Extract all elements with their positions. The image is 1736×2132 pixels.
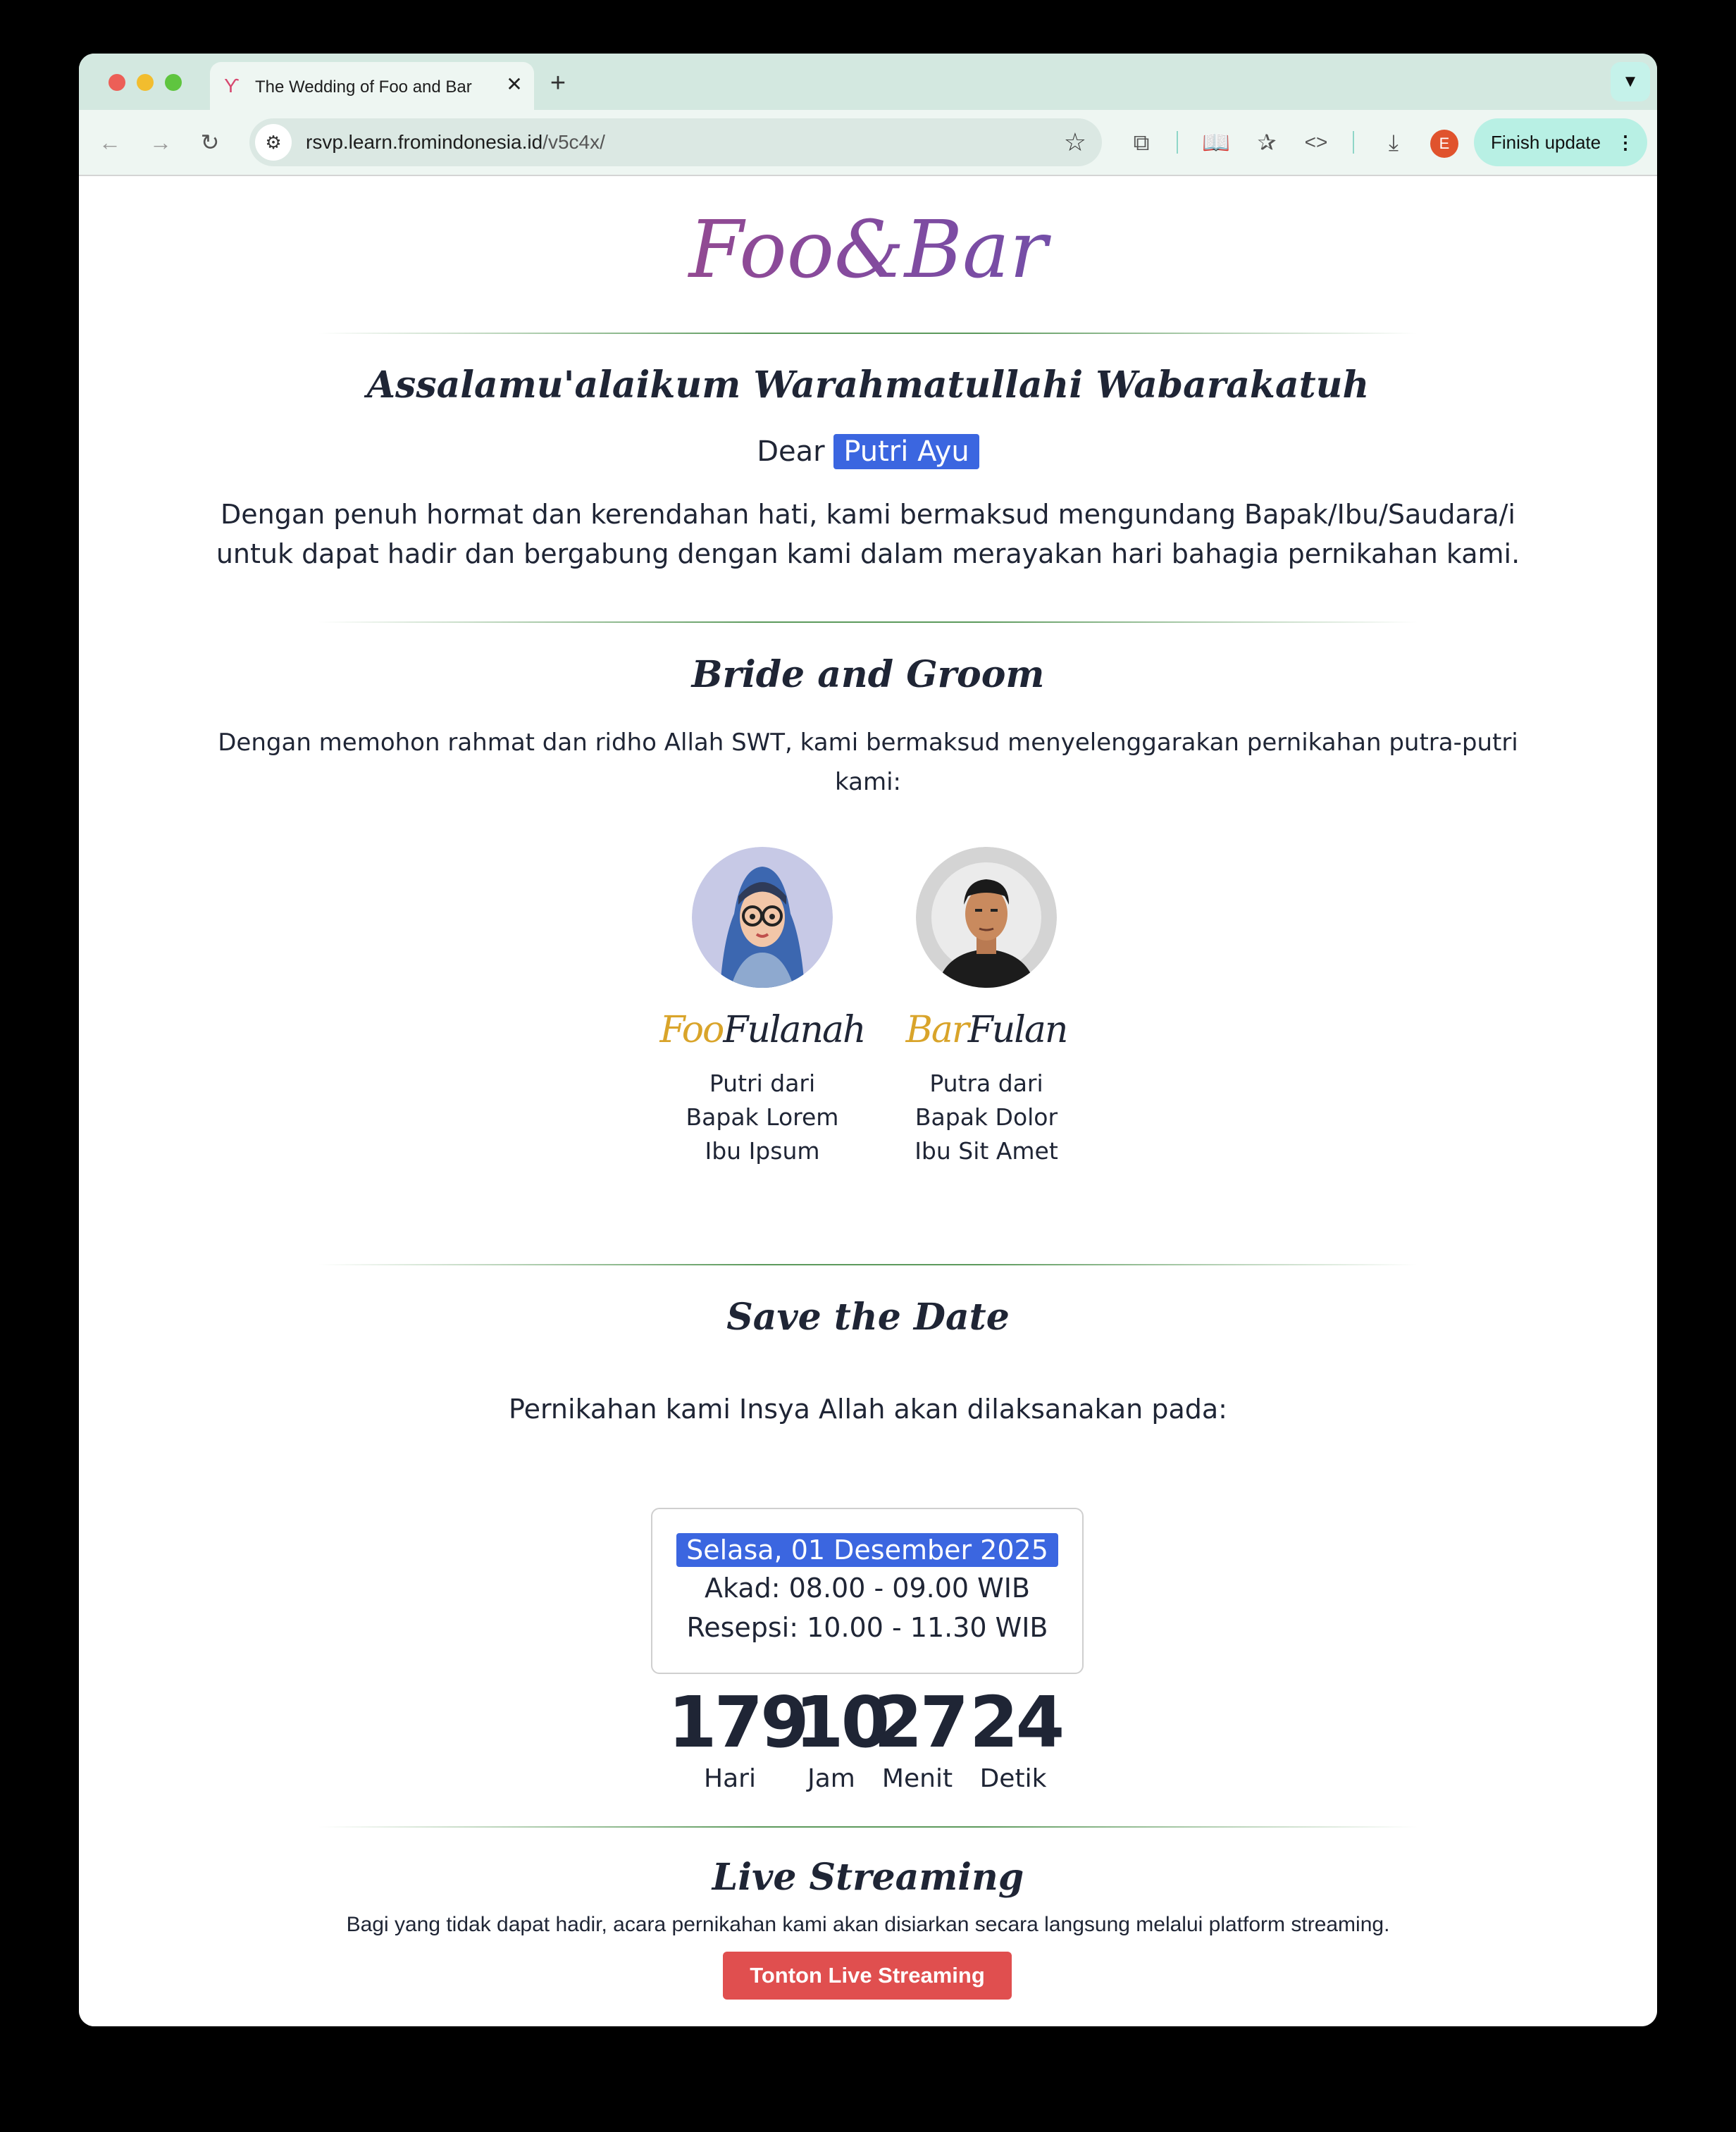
maximize-window-button[interactable]	[165, 74, 182, 91]
address-bar[interactable]	[249, 118, 1102, 166]
close-window-button[interactable]	[108, 74, 125, 91]
url-path: /v5c4x/	[542, 131, 605, 153]
back-arrow-icon[interactable]: ←	[99, 130, 121, 155]
live-streaming-heading: Live Streaming	[712, 1856, 1024, 1899]
bookmarks-star-icon[interactable]: ✰	[1257, 130, 1277, 155]
groom-last-name: Fulan	[967, 1009, 1067, 1051]
invitation-line-2: untuk dapat hadir dan bergabung dengan kami dalam merayakan hari bahagia pernikahan kami.	[216, 538, 1520, 569]
url-text	[306, 131, 605, 154]
bride-first-name: Foo	[659, 1009, 724, 1051]
tab-search-chevron-icon[interactable]: ▼	[1611, 62, 1650, 101]
bride-card	[643, 847, 882, 1168]
countdown-minutes-label: Menit	[881, 1764, 953, 1793]
groom-first-name: Bar	[905, 1009, 968, 1051]
countdown-hours-label: Jam	[807, 1764, 855, 1793]
bride-last-name: Fulanah	[723, 1009, 865, 1051]
event-date-box	[651, 1508, 1084, 1674]
code-icon[interactable]: <>	[1304, 131, 1328, 153]
groom-name	[867, 1009, 1106, 1051]
hijab-woman-avatar-icon	[692, 847, 833, 988]
live-streaming-description: Bagi yang tidak dapat hadir, acara pernikahan kami akan disiarkan secara langsung melalui platform streaming.	[346, 1913, 1390, 1936]
man-avatar-icon	[916, 847, 1057, 988]
browser-tab[interactable]	[210, 62, 534, 110]
finish-update-label: Finish update	[1491, 132, 1601, 153]
invitation-line-1: Dengan penuh hormat dan kerendahan hati, kami bermaksud mengundang Bapak/Ibu/Saudara/i	[220, 499, 1515, 530]
new-tab-button[interactable]: +	[550, 68, 566, 98]
dear-label: Dear	[757, 435, 825, 468]
couple-logo: Foo&Bar	[79, 204, 1657, 296]
forward-arrow-icon[interactable]: →	[149, 130, 172, 155]
countdown-seconds	[969, 1681, 1062, 1795]
groom-card	[867, 847, 1106, 1168]
section-divider	[318, 333, 1418, 334]
couple-intro	[79, 723, 1657, 802]
invitation-page	[79, 176, 1657, 2026]
countdown-seconds-value: 24	[969, 1681, 1062, 1764]
resepsi-time: Resepsi: 10.00 - 11.30 WIB	[686, 1612, 1048, 1643]
tab-title: The Wedding of Foo and Bar	[255, 78, 472, 97]
countdown-hours-value: 10	[795, 1681, 888, 1764]
couple-intro-line-1: Dengan memohon rahmat dan ridho Allah SWT, kami bermaksud menyelenggarakan pernikahan putra-putri	[218, 729, 1518, 757]
tab-close-icon[interactable]: ✕	[506, 73, 523, 95]
groom-photo	[916, 847, 1057, 988]
event-date-line	[652, 1532, 1082, 1568]
event-date: Selasa, 01 Desember 2025	[676, 1533, 1058, 1567]
countdown-days-value: 179	[668, 1681, 807, 1764]
groom-mother: Ibu Sit Amet	[914, 1137, 1058, 1165]
countdown-days	[668, 1681, 807, 1795]
finish-update-button[interactable]	[1474, 118, 1647, 166]
bride-photo	[692, 847, 833, 988]
tab-bar	[79, 54, 1657, 110]
site-settings-icon[interactable]: ⚙	[255, 124, 292, 161]
countdown-hours	[795, 1681, 888, 1795]
groom-relation: Putra dari	[929, 1070, 1043, 1097]
countdown-seconds-label: Detik	[979, 1764, 1047, 1793]
salam-heading: Assalamu'alaikum Warahmatullahi Wabarakatuh	[366, 364, 1370, 407]
save-the-date-heading: Save the Date	[726, 1296, 1010, 1339]
bride-groom-heading: Bride and Groom	[691, 653, 1045, 696]
groom-parents	[867, 1067, 1106, 1168]
guest-name: Putri Ayu	[833, 434, 979, 469]
more-options-icon[interactable]: ⋮	[1616, 132, 1635, 153]
reload-icon[interactable]: ↻	[200, 130, 220, 155]
reading-mode-icon[interactable]: 📖	[1202, 130, 1230, 155]
couple-intro-line-2: kami:	[835, 768, 901, 796]
bookmark-star-icon[interactable]: ☆	[1063, 128, 1086, 156]
countdown-days-label: Hari	[704, 1764, 756, 1793]
sprout-favicon-icon: ϒ	[224, 75, 240, 97]
countdown-minutes-value: 27	[874, 1681, 967, 1764]
save-the-date-intro: Pernikahan kami Insya Allah akan dilaksanakan pada:	[509, 1394, 1227, 1425]
bride-name	[643, 1009, 882, 1051]
browser-toolbar	[79, 110, 1657, 176]
bride-mother: Ibu Ipsum	[705, 1137, 820, 1165]
section-divider	[318, 1826, 1418, 1828]
toolbar-separator	[1353, 131, 1354, 154]
section-divider	[318, 1264, 1418, 1265]
browser-window	[79, 54, 1657, 2026]
countdown-minutes	[874, 1681, 967, 1795]
bride-relation: Putri dari	[709, 1070, 816, 1097]
url-host: rsvp.learn.fromindonesia.id	[306, 131, 543, 153]
toolbar-separator	[1177, 131, 1178, 154]
minimize-window-button[interactable]	[137, 74, 154, 91]
bride-parents	[643, 1067, 882, 1168]
invitation-text	[79, 495, 1657, 574]
watch-live-streaming-button[interactable]: Tonton Live Streaming	[723, 1952, 1012, 2000]
akad-time: Akad: 08.00 - 09.00 WIB	[705, 1573, 1030, 1604]
section-divider	[318, 621, 1418, 623]
download-icon[interactable]: ⤓	[1388, 130, 1399, 155]
dear-line	[79, 431, 1657, 472]
groom-father: Bapak Dolor	[914, 1103, 1058, 1131]
profile-avatar[interactable]: E	[1430, 130, 1458, 158]
bride-father: Bapak Lorem	[686, 1103, 839, 1131]
extensions-puzzle-icon[interactable]: ⧉	[1133, 130, 1150, 155]
